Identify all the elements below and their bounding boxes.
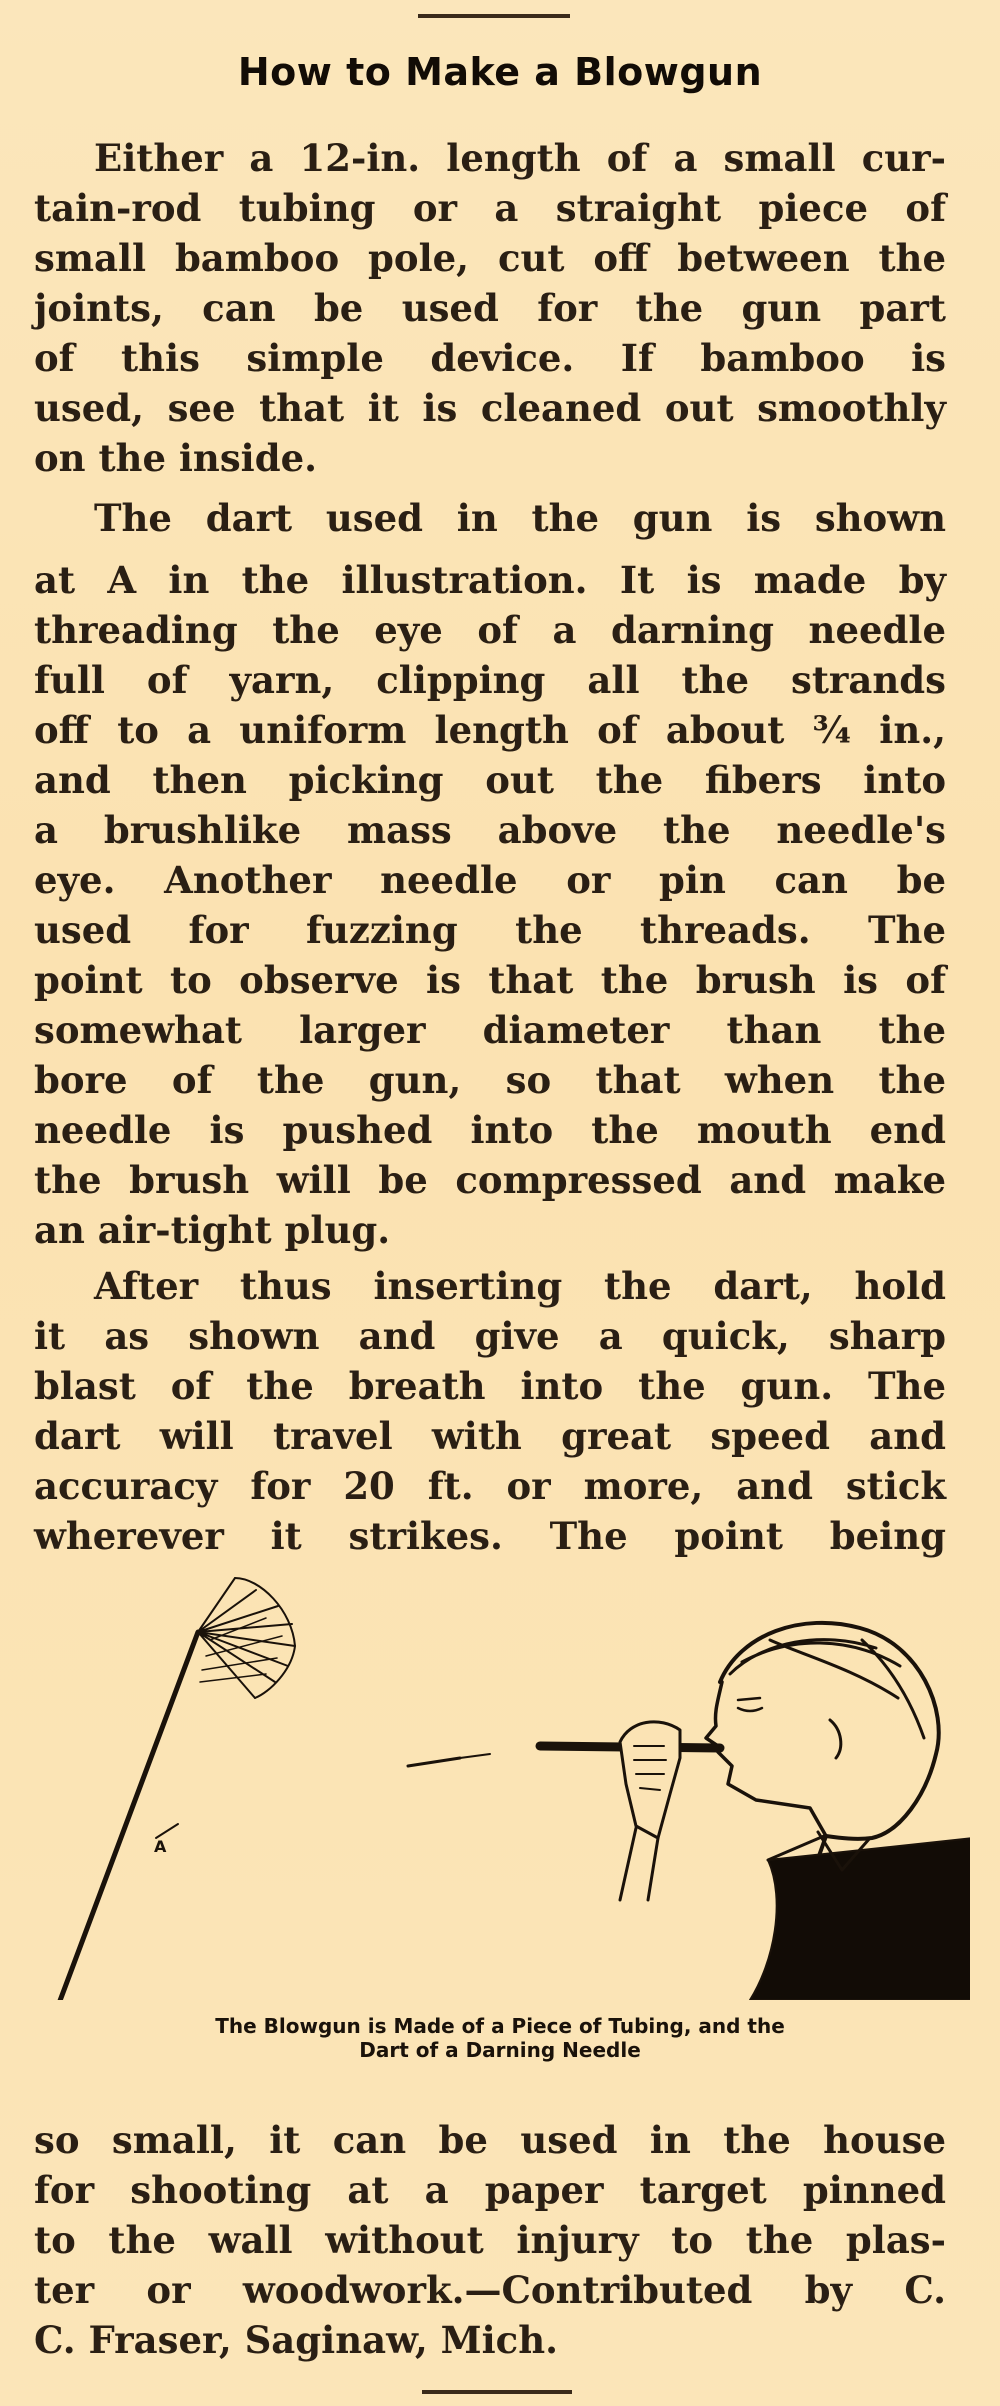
paragraph-line: somewhat larger diameter than the (34, 1008, 946, 1052)
paragraph-line: used for fuzzing the threads. The (34, 908, 946, 952)
paragraph-line: bore of the gun, so that when the (34, 1058, 946, 1102)
paragraph-line: so small, it can be used in the house (34, 2118, 946, 2162)
top-rule (418, 14, 570, 18)
paragraph-line: at A in the illustration. It is made by (34, 558, 946, 602)
figure-caption-line: The Blowgun is Made of a Piece of Tubing, and the (215, 2014, 785, 2038)
eye (738, 1698, 762, 1711)
dart-detail-drawing (58, 1578, 295, 2000)
label-a: A (154, 1837, 167, 1856)
hair-strokes (730, 1640, 924, 1738)
paragraph-line: off to a uniform length of about ¾ in., (34, 708, 946, 752)
paragraph-line: of this simple device. If bamboo is (34, 336, 946, 380)
bottom-rule (422, 2390, 572, 2394)
paragraph-line: for shooting at a paper target pinned (34, 2168, 946, 2212)
paragraph-line: The dart used in the gun is shown (94, 496, 946, 540)
paragraph-line: blast of the breath into the gun. The (34, 1364, 946, 1408)
ear (830, 1720, 841, 1758)
paragraph-line: threading the eye of a darning needle (34, 608, 946, 652)
wrist (620, 1828, 658, 1900)
man-with-blowgun (540, 1623, 970, 2000)
article-title: How to Make a Blowgun (237, 50, 763, 94)
paragraph-line: and then picking out the fibers into (34, 758, 946, 802)
paragraph-line: to the wall without injury to the plas- (34, 2218, 946, 2262)
paragraph-line: Either a 12-in. length of a small cur- (94, 136, 946, 180)
flying-dart (408, 1754, 490, 1766)
paragraph-line: a brushlike mass above the needle's (34, 808, 946, 852)
paragraph-line: dart will travel with great speed and (34, 1414, 946, 1458)
hand (620, 1722, 680, 1838)
paragraph-line: small bamboo pole, cut off between the (34, 236, 946, 280)
paragraph-line: point to observe is that the brush is of (34, 958, 946, 1002)
paragraph-line: wherever it strikes. The point being (34, 1514, 946, 1558)
paragraph-line: full of yarn, clipping all the strands (34, 658, 946, 702)
paragraph-line: needle is pushed into the mouth end (34, 1108, 946, 1152)
label-a-pointer (156, 1824, 178, 1838)
blowgun-illustration (30, 1570, 970, 2000)
paragraph-line: accuracy for 20 ft. or more, and stick (34, 1464, 946, 1508)
face-profile (706, 1682, 826, 1836)
head-outline (720, 1623, 939, 1870)
paragraph-line: an air-tight plug. (34, 1208, 391, 1252)
coat (750, 1838, 970, 2000)
paragraph-line: used, see that it is cleaned out smoothly (34, 386, 946, 430)
paragraph-line: the brush will be compressed and make (34, 1158, 946, 1202)
paragraph-line: After thus inserting the dart, hold (94, 1264, 946, 1308)
paragraph-line: eye. Another needle or pin can be (34, 858, 946, 902)
paragraph-line: ter or woodwork.—Contributed by C. (34, 2268, 946, 2312)
paragraph-line: it as shown and give a quick, sharp (34, 1314, 946, 1358)
paragraph-line: tain-rod tubing or a straight piece of (34, 186, 946, 230)
figure-caption-line: Dart of a Darning Needle (359, 2038, 641, 2062)
paragraph-line: C. Fraser, Saginaw, Mich. (34, 2318, 558, 2362)
needle-shaft (58, 1632, 198, 2000)
paragraph-line: on the inside. (34, 436, 318, 480)
paragraph-line: joints, can be used for the gun part (34, 286, 946, 330)
